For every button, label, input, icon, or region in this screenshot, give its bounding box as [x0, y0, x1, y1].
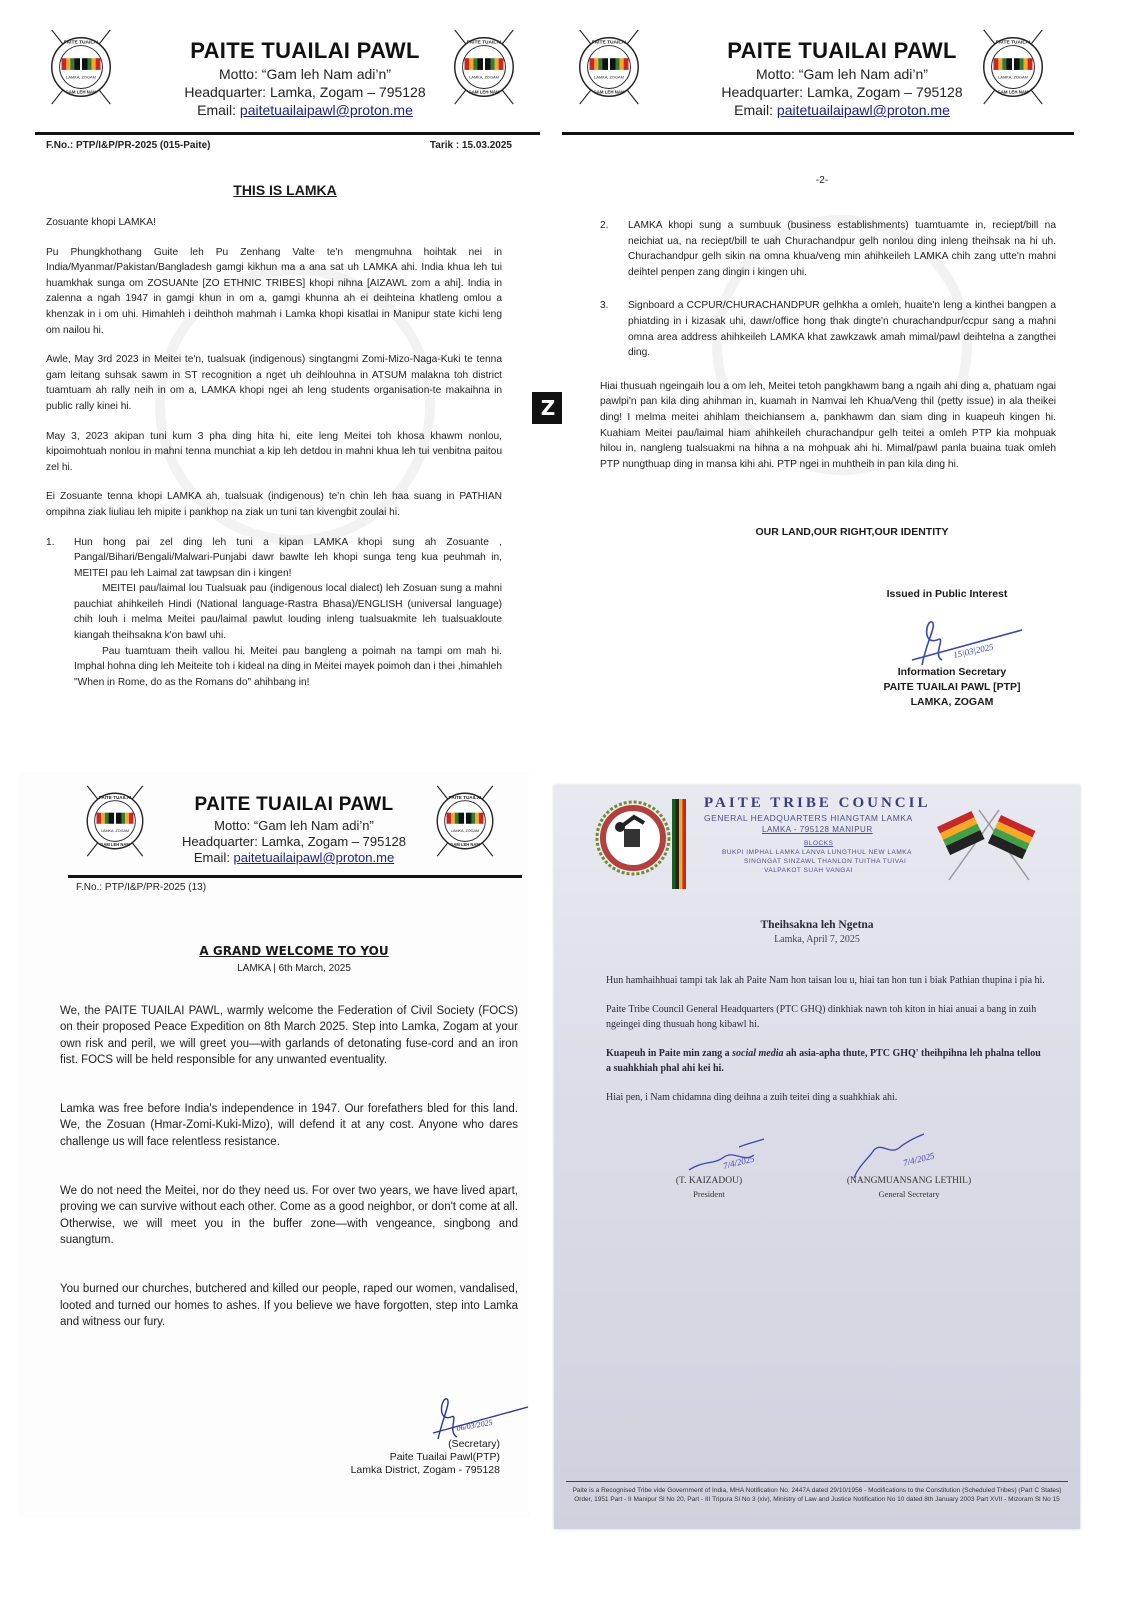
motto: Motto: “Gam leh Nam adi’n” [219, 66, 391, 82]
numbered-item [600, 298, 1056, 360]
signatory-title: (Secretary) [448, 1438, 500, 1450]
document-this-is-lamka [30, 20, 540, 745]
signatory-block [862, 665, 1042, 710]
item-text: LAMKA khopi sung a sumbuuk (business establishments) tuamtuamte in, reciept/bill na neichiat ua, na reciept/bill te uah Churachandpur gelh nonlou ding inleng theihsak na hi uh. Churachandpur gelh sikin na omna khua/veng min ahihkeileh LAMKA chih zang utte'n mahni deihtel penpen zang dingin i kingen uhi. [628, 220, 1056, 278]
email-link[interactable]: paitetuailaipawl@proton.me [239, 102, 413, 118]
header-rule [562, 132, 1074, 135]
item-text [74, 535, 502, 691]
document-page-2 [562, 20, 1082, 720]
paragraph: Awle, May 3rd 2023 in Meitei te'n, tualsuak (indigenous) singtangmi Zomi-Mizo-Naga-Kuki te tenna gam leitang suhsak sawm in ST recognition a nget uh deihlouhna in ATSUM malakna toh district tuamtuam ah rally neih in om a, LAMKA khopi ngei ah leng students organisation-te makaihna in public rally kinei hi. [46, 354, 502, 412]
item-main: Hun hong pai zel ding leh tuni a kipan LAMKA khopi sung ah Zosuante , Pangal/Bihari/Bengali/Malwari-Punjabi dawr bawlte leh khopi sunga teng kua peuhmah in, MEITEI pau leh Laimal zat tawpsan din i kingen! [74, 536, 502, 579]
paragraph: You burned our churches, butchered and killed our people, raped our women, vandalised, looted and turned our homes to ashes. If you believe we have forgotten, step into Lamka and witness our fury. [60, 1283, 518, 1328]
page-number: -2- [815, 175, 829, 186]
document-date: Tarik : 15.03.2025 [429, 140, 512, 151]
motto: Motto: “Gam leh Nam adi’n” [214, 818, 374, 833]
svg-text:7/4/2025: 7/4/2025 [902, 1150, 936, 1168]
motto: Motto: “Gam leh Nam adi’n” [756, 66, 928, 82]
paragraph: Hun hamhaihhuai tampi tak lak ah Paite Nam hon taisan lou u, hiai tan hon tun i biak Pathian thupina i pia hi. [606, 975, 1045, 986]
document-grand-welcome [18, 772, 530, 1517]
org-name: PAITE TRIBE COUNCIL [704, 795, 931, 811]
address: LAMKA - 795128 MANIPUR [762, 825, 873, 834]
blocks-line: VALPAKOT SUAH VANGAI [764, 867, 853, 874]
paragraph: May 3, 2023 akipan tuni kum 3 pha ding hita hi, eite leng Meitei toh khosa khawm nonlou, kipoimohtuah nonlou in mahni tenna munchiat a kip leh detdou in mahni khua leh tui venbitna paitou zel hi. [46, 430, 502, 473]
signatory-place: Lamka District, Zogam - 795128 [350, 1464, 500, 1476]
email-label: Email: [734, 102, 777, 118]
paragraph: Ei Zosuante tenna khopi LAMKA ah, tualsuak (indigenous) te'n chin leh haa suang in PATHIAN ompihna ziak liuliau leh mipite i pankhop na ziak un tuni tan kivengbit zoulai hi. [46, 491, 502, 518]
signatory-title: Information Secretary [897, 666, 1007, 678]
org-name: PAITE TUAILAI PAWL [190, 38, 420, 63]
document-body [46, 215, 502, 704]
salutation: Zosuante khopi LAMKA! [46, 217, 156, 228]
signature-gensec-icon [844, 1130, 974, 1180]
signatory-block [338, 1438, 528, 1477]
paragraph: Hiai thusuah ngeingaih lou a om leh, Meitei tetoh pangkhawm bang a ngaih ahi ding a, phatuam ngai pawlpi'n pan kila ding ahihman in, kuamah in Namvai leh Khua/Veng thil (petty issue) in ala theikei ding! I melma meitei ahihlam theichiansem a, pankhawm dan siam ding in kuapeuh kingen hi. Kuahiam Meitei pau/laimal hiam ahihkeileh churachandpur gelh teitei a omleh PTP kia mohpuak hilou in, nangleng tualsuakmi na hihna a na mohpuak ahi hi. Mimal/pawl panla buaina tuak omleh PTP nungthuap ding in mansa kihi ahi. PTP ngei in muhtheih in pan kila ding hi. [600, 380, 1056, 470]
email-label: Email: [197, 102, 240, 118]
blocks-line: SINGNGAT SINZAWL THANLON TUITHA TUIVAI [744, 858, 907, 865]
email-line [70, 102, 540, 118]
headquarter: Headquarter: Lamka, Zogam – 795128 [721, 84, 963, 100]
email-line [58, 850, 530, 865]
paragraph: Lamka was free before India's independence in 1947. Our forefathers bled for this land. We, the Zosuan (Hmar-Zomi-Kuki-Mizo), will defend it at any cost. Anyone who dares challenge us will face relentless resistance. [60, 1103, 518, 1148]
dateline: LAMKA | 6th March, 2025 [237, 963, 351, 974]
signature-icon [892, 620, 1032, 670]
header-rule [35, 132, 540, 135]
org-name: PAITE TUAILAI PAWL [194, 794, 394, 815]
file-number: F.No.: PTP/I&P/PR-2025 (015-Paite) [46, 140, 211, 151]
letter-body [606, 973, 1046, 1119]
paragraph: We do not need the Meitei, nor do they need us. For over two years, we have lived apart, proving we can survive without each other. Come as a good neighbor, or don't come at all. Otherwise, we will meet you in the buffer zone—with vengeance, singbong and suangtum. [60, 1185, 518, 1246]
watermark-z-badge-icon: Z [532, 392, 564, 424]
signatory-place: LAMKA, ZOGAM [910, 696, 994, 708]
email-link[interactable]: paitetuailaipawl@proton.me [233, 850, 395, 865]
paragraph: Paite Tribe Council General Headquarters (PTC GHQ) dinkhiak nawn toh kiton in hiai anuai a bang in zuih ngeingei ding thusuah hong kibawl hi. [606, 1004, 1037, 1030]
numbered-item [600, 218, 1056, 280]
signatory-org: PAITE TUAILAI PAWL [PTP] [883, 681, 1021, 693]
text: Kuapeuh in Paite min zang a [606, 1048, 733, 1059]
svg-text:7/4/2025: 7/4/2025 [722, 1153, 756, 1171]
signature-icon [423, 1397, 530, 1442]
org-name: PAITE TUAILAI PAWL [727, 38, 957, 63]
hq-line: GENERAL HEADQUARTERS HIANGTAM LAMKA [704, 813, 913, 823]
slogan: OUR LAND,OUR RIGHT,OUR IDENTITY [755, 526, 949, 538]
email-line [602, 102, 1082, 118]
color-stripe [672, 799, 686, 889]
svg-text:06/03/2025: 06/03/2025 [455, 1417, 494, 1433]
document-body [600, 218, 1056, 486]
crossed-flags-icon [929, 805, 1049, 885]
document-title: THIS IS LAMKA [233, 182, 337, 198]
signatory-title: President [693, 1189, 725, 1199]
signatory-president [644, 1175, 774, 1201]
signatory-title: General Secretary [878, 1189, 940, 1199]
blocks-label: BLOCKS [804, 840, 834, 847]
paragraph-bold [606, 1046, 1046, 1076]
signatory-org: Paite Tuailai Pawl(PTP) [389, 1451, 500, 1463]
text-emphasis: social media [732, 1048, 784, 1059]
numbered-item [46, 535, 502, 691]
item-number: 3. [600, 300, 609, 312]
paragraph: Hiai pen, i Nam chidamna ding deihna a zuih teitei ding a suahkhiak ahi. [606, 1092, 898, 1103]
signatory-name: (T. KAIZADOU) [675, 1176, 743, 1186]
headquarter: Headquarter: Lamka, Zogam – 795128 [184, 84, 426, 100]
recognition-footer: Paite is a Recognised Tribe vide Government of India, MHA Notification No. 2447A dated 29/10/1956 - Modifications to the Constitution (Scheduled Tribes) (Part C States) Order, 1951 Part - II Manipur Sl No 20, Part - III Tripura Sl No 3 (xiv), Ministry of Law and Justice Notification No 10 dated 8th January 2003 Part XVII - Mizoram Sl No 15 [566, 1481, 1068, 1504]
svg-text:15|03|2025: 15|03|2025 [952, 641, 995, 660]
signatory-name: (NANGMUANSANG LETHIL) [846, 1176, 972, 1186]
item-number: 2. [600, 220, 609, 231]
signatory-general-secretary [824, 1175, 994, 1201]
letter-title: Theihsakna leh Ngetna [760, 919, 874, 931]
document-photo-ptc [554, 785, 1080, 1529]
item-sub: Pau tuamtuam theih vallou hi. Meitei pau bangleng a poimah na tampi om mah hi. Imphal hohna ding leh Meiteite toh i kideal na ding in Meitei mayek poimoh dan i thei ,himahleh "When in Rome, do as the Romans do" ahihbang in! [74, 645, 502, 688]
email-link[interactable]: paitetuailaipawl@proton.me [776, 102, 950, 118]
ptc-seal-icon [594, 799, 672, 877]
file-number: F.No.: PTP/I&P/PR-2025 (13) [76, 882, 207, 893]
item-number: 1. [46, 536, 55, 548]
text: ah asia-apha thute, PTC GHQ' theihpihna leh phalna tellou a suahkhiah phal ahi kei hi. [606, 1048, 1041, 1074]
item-text: Signboard a CCPUR/CHURACHANDPUR gelhkha a omleh, huaite'n leng a kinthei bangpen a phiatding in i kizasak uhi, dawr/office hong thak dingte'n churachandpur/ccpur sang a mahni omna area address ahihkeileh LAMKA khat zawkzawk amah mimal/pawl deihtelna a zangthei ding. [628, 300, 1056, 359]
email-label: Email: [193, 850, 234, 865]
dateline: Lamka, April 7, 2025 [774, 934, 860, 945]
headquarter: Headquarter: Lamka, Zogam – 795128 [181, 834, 407, 849]
signature-president-icon [684, 1135, 804, 1175]
document-body [60, 1003, 518, 1363]
document-title: A GRAND WELCOME TO YOU [199, 944, 389, 958]
header-rule [68, 875, 522, 878]
paragraph: Pu Phungkhothang Guite leh Pu Zenhang Valte te'n mengmuhna hoihtak nei in India/Myanmar/Pakistan/Bangladesh gamgi kikhun ma a ana sat uh LAMKA ahi. India khua leh tui huamkhak sunga om ZOSUANte [ZO ETHNIC TRIBES] khopi nihna [AIZAWL zom a ahi]. India in zalenna a ngah 1947 in gamgi khun in om a, gamgi khunna ah ei deihteina khatleng omlou a khenzak in i om uhi. Himahleh i deihthoh mahmah i Lamka khopi kisatlai in Manipur state kichi leng om nailou hi. [46, 246, 502, 336]
issued-note: Issued in Public Interest [886, 588, 1008, 600]
item-sub: MEITEI pau/laimal lou Tualsuak pau (indigenous local dialect) leh Zosuan sung a mahni pauchiat ahihkeileh Hindi (National language-Rastra Bhasa)/ENGLISH (universal language) chih louh i melma Meitei pau/laimal pawlut louding inleng tualsuakmite leh tualsuakloute kiangah theihsakna k'on bawl uhi. [74, 583, 502, 642]
blocks-line: BUKPI IMPHAL LAMKA LANVA LUNGTHUL NEW LAMKA [722, 849, 912, 856]
paragraph: We, the PAITE TUAILAI PAWL, warmly welcome the Federation of Civil Society (FOCS) on their proposed Peace Expedition on 8th March 2025. Step into Lamka, Zogam at your own risk and peril, we will greet you—with garlands of detonating fuse-cord and an iron fist. FOCS will be held responsible for any unwanted eventuality. [60, 1005, 518, 1066]
